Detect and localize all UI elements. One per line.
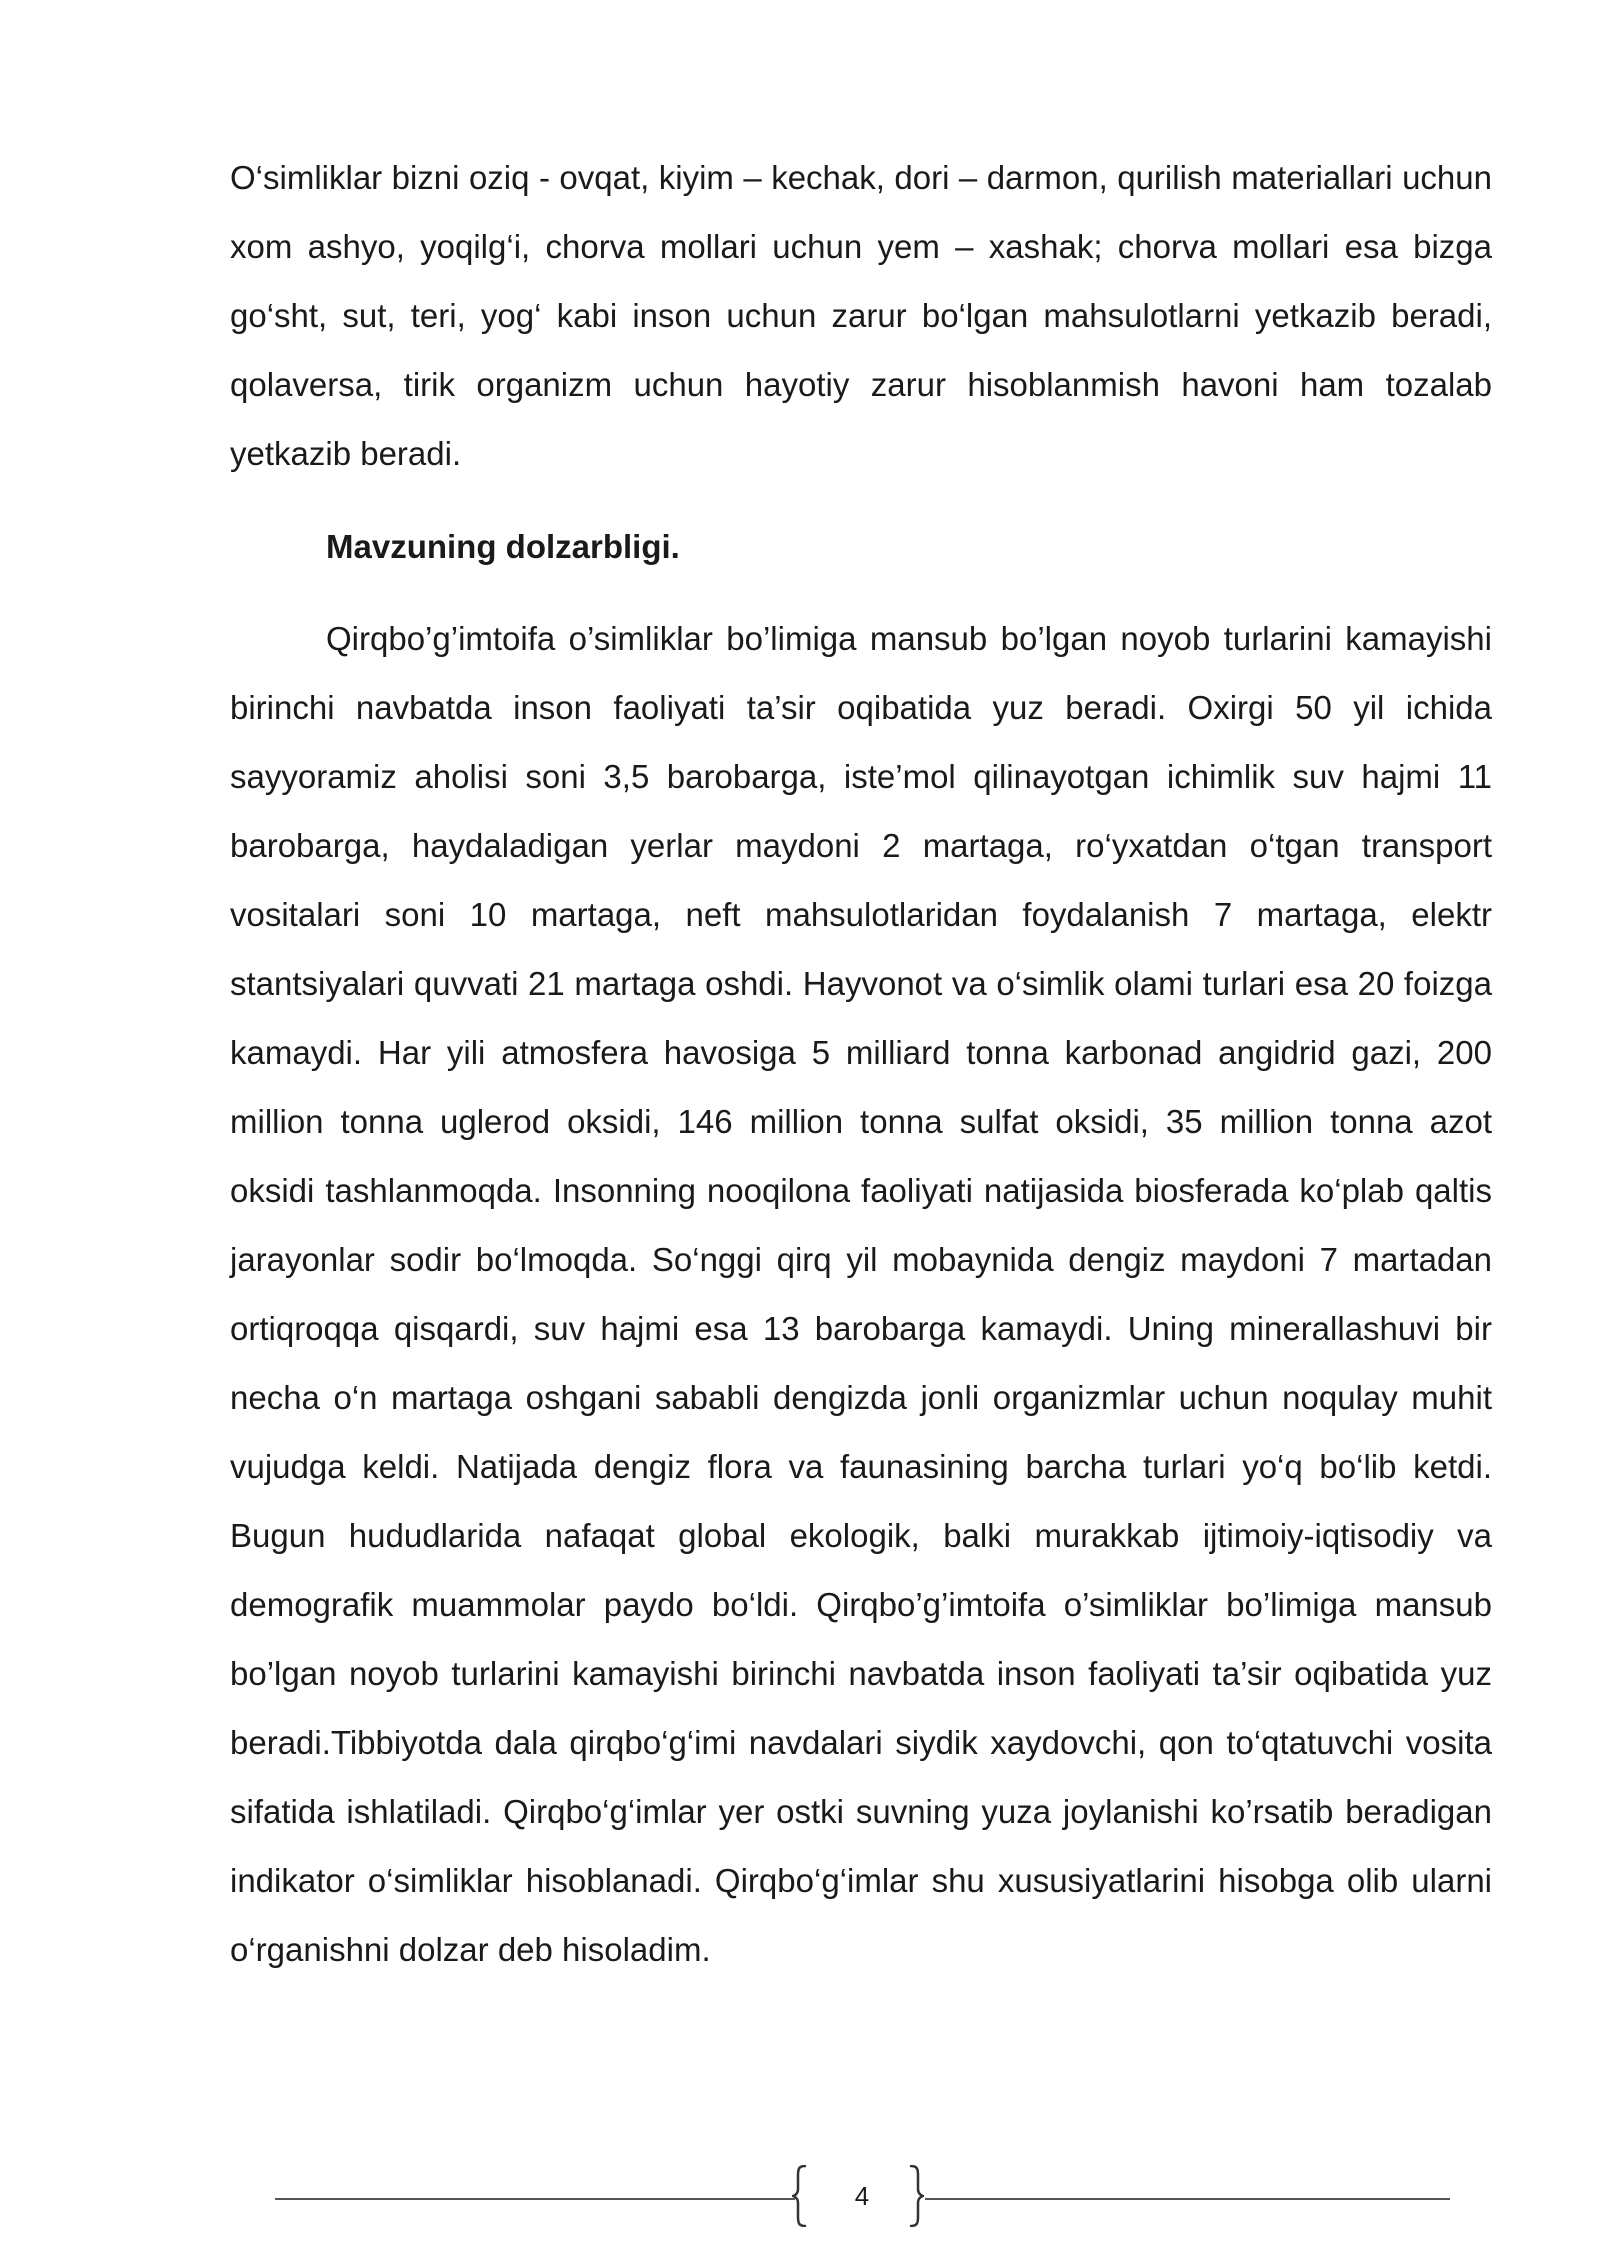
page-number-right-bracket-icon [908,2165,924,2227]
page-number: 4 [854,2181,870,2211]
footer-rule-left [275,2198,795,2200]
page-number-left-bracket-icon [792,2165,808,2227]
main-paragraph: Qirqbo’g’imtoifa o’simliklar bo’limiga mansub bo’lgan noyob turlarini kamayishi birinchi navbatda inson faoliyati ta’sir oqibatida yuz beradi. Oxirgi 50 yil ichida sayyoramiz aholisi soni 3,5 barobarga, iste’mol qilinayotgan ichimlik suv hajmi 11 barobarga, haydaladigan yerlar maydoni 2 martaga, ro‘yxatdan o‘tgan transport vositalari soni 10 martaga, neft mahsulotlaridan foydalanish 7 martaga, elektr stantsiyalari quvvati 21 martaga oshdi. Hayvonot va o‘simlik olami turlari esa 20 foizga kamaydi. Har yili atmosfera havosiga 5 milliard tonna karbonad angidrid gazi, 200 million tonna uglerod oksidi, 146 million tonna sulfat oksidi, 35 million tonna azot oksidi tashlanmoqda. Insonning nooqilona faoliyati natijasida biosferada ko‘plab qaltis jarayonlar sodir bo‘lmoqda. So‘nggi qirq yil mobaynida dengiz maydoni 7 martadan ortiqroqqa qisqardi, suv hajmi esa 13 barobarga kamaydi. Uning minerallashuvi bir necha o‘n martaga oshgani sababli dengizda jonli organizmlar uchun noqulay muhit vujudga keldi. Natijada dengiz flora va faunasining barcha turlari yo‘q bo‘lib ketdi. Bugun hududlarida nafaqat global ekologik, balki murakkab ijtimoiy-iqtisodiy va demografik muammolar paydo bo‘ldi. Qirqbo’g’imtoifa o’simliklar bo’limiga mansub bo’lgan noyob turlarini kamayishi birinchi navbatda inson faoliyati ta’sir oqibatida yuz beradi.Tibbiyotda dala qirqbo‘g‘imi navdalari siydik xaydovchi, qon to‘qtatuvchi vosita sifatida ishlatiladi. Qirqbo‘g‘imlar yer ostki suvning yuza joylanishi ko’rsatib beradigan indikator o‘simliklar hisoblanadi. Qirqbo‘g‘imlar shu xususiyatlarini hisobga olib ularni o‘rganishni dolzar deb hisoladim. [230,620,1492,1968]
intro-paragraph: O‘simliklar bizni oziq - ovqat, kiyim – kechak, dori – darmon, qurilish materiallari uchun xom ashyo, yoqilg‘i, chorva mollari uchun yem – xashak; chorva mollari esa bizga go‘sht, sut, teri, yog‘ kabi inson uchun zarur bo‘lgan mahsulotlarni yetkazib beradi, qolaversa, tirik organizm uchun hayotiy zarur hisoblanmish havoni ham tozalab yetkazib beradi. [230,159,1492,472]
section-heading: Mavzuning dolzarbligi. [326,528,680,565]
footer-rule-right [925,2198,1450,2200]
